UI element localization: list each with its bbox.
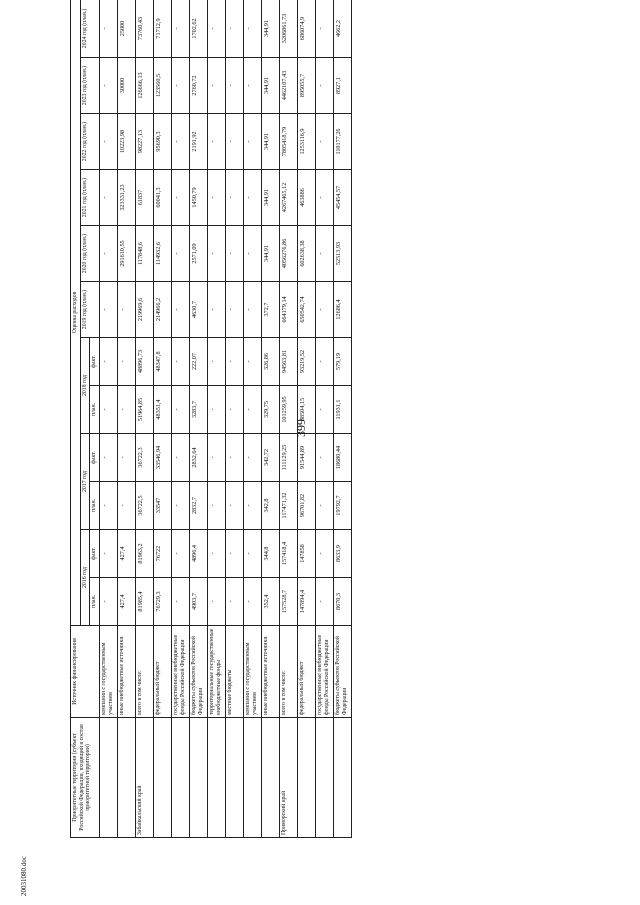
value-cell: - [243,114,261,170]
value-cell: - [207,482,225,530]
value-cell: - [243,530,261,578]
rotated-table-container [70,0,640,838]
value-cell: 111129,25 [279,434,297,482]
value-cell: 157528,7 [279,578,297,626]
value-cell: 93219,52 [297,338,315,386]
value-cell: 7805418,79 [279,114,297,170]
header-2024: 2024 год (план.) [80,0,99,58]
header-2018: 2018 год [80,338,90,434]
value-cell: 94563,81 [279,338,297,386]
header-territory: Приоритетные территории (субъект Российской Федерации, входящий в состав приоритетной территории) [71,718,100,838]
value-cell: 76729,3 [153,578,171,626]
value-cell: 30000 [117,58,135,114]
value-cell: - [315,170,333,226]
table-row [333,0,351,838]
value-cell: 48347,8 [153,338,171,386]
territory-cell [189,718,207,838]
value-cell: 344,91 [261,226,279,282]
value-cell: 19792,7 [333,482,351,530]
value-cell: 3283,7 [189,386,207,434]
value-cell: 88504,15 [297,386,315,434]
value-cell: 45454,57 [333,170,351,226]
value-cell: 650542,74 [297,282,315,338]
value-cell: - [315,434,333,482]
value-cell: 48896,73 [135,338,153,386]
value-cell: 4630,7 [189,282,207,338]
value-cell: - [243,578,261,626]
header-2017-fact: факт. [90,434,100,482]
value-cell: 4896,4 [189,530,207,578]
value-cell: - [315,386,333,434]
value-cell: - [225,0,243,58]
value-cell: - [225,282,243,338]
territory-cell [225,718,243,838]
value-cell: - [315,530,333,578]
value-cell: - [117,386,135,434]
value-cell: - [243,58,261,114]
value-cell: 147858 [297,530,315,578]
value-cell: - [171,0,189,58]
value-cell: 117848,6 [135,226,153,282]
value-cell: 96701,82 [297,482,315,530]
table-row [171,0,189,838]
header-2017: 2017 год [80,434,90,530]
value-cell: 60041,3 [153,170,171,226]
expenditure-table [70,0,352,838]
source-cell: компании с государственным участием [99,626,117,718]
value-cell: - [225,434,243,482]
value-cell: - [171,434,189,482]
value-cell: - [171,482,189,530]
value-cell: 4267465,12 [279,170,297,226]
value-cell: - [117,338,135,386]
source-cell: государственные внебюджетные фонды Российской Федерации [315,626,333,718]
header-2019: 2019 год (план.) [80,282,99,338]
value-cell: - [207,114,225,170]
value-cell: - [207,170,225,226]
value-cell: 98227,13 [135,114,153,170]
value-cell: - [171,338,189,386]
value-cell: - [207,58,225,114]
value-cell: - [99,0,117,58]
value-cell: 344,91 [261,58,279,114]
value-cell: - [171,226,189,282]
value-cell: 352,4 [261,578,279,626]
value-cell: 61837 [135,170,153,226]
source-cell: местные бюджеты [225,626,243,718]
value-cell: - [315,226,333,282]
value-cell: 326,86 [261,338,279,386]
value-cell: 33547 [153,482,171,530]
value-cell: 123560,5 [153,58,171,114]
value-cell: 147894,4 [297,578,315,626]
value-cell: 579,19 [333,338,351,386]
value-cell: - [171,282,189,338]
value-cell: 602638,38 [297,226,315,282]
value-cell: - [225,386,243,434]
table-body [99,0,351,838]
value-cell: 51964,85 [135,386,153,434]
territory-cell [207,718,225,838]
table-row [99,0,117,838]
value-cell: - [315,114,333,170]
value-cell: 8633,9 [333,530,351,578]
source-cell: иные внебюджетные источники [261,626,279,718]
value-cell: 1253116,9 [297,114,315,170]
value-cell: 4462107,43 [279,58,297,114]
value-cell: 686074,9 [297,0,315,58]
value-cell: - [99,58,117,114]
value-cell: 329,75 [261,386,279,434]
header-2016-plan: план. [90,578,100,626]
territory-cell [171,718,189,838]
value-cell: 372,7 [261,282,279,338]
value-cell: - [243,338,261,386]
value-cell: 18680,44 [333,434,351,482]
source-cell: иные внебюджетные источники [117,626,135,718]
value-cell: 8670,3 [333,578,351,626]
value-cell: 1702,62 [189,0,207,58]
value-cell: 76722 [153,530,171,578]
value-cell: - [315,282,333,338]
value-cell: - [207,226,225,282]
value-cell: 8927,1 [333,58,351,114]
header-2021: 2021 год (план.) [80,170,99,226]
value-cell: 895055,7 [297,58,315,114]
value-cell: - [171,386,189,434]
footer-filename: 20031080.doc [20,856,28,896]
value-cell: - [225,530,243,578]
source-cell: территориальные государственные внебюджетные фонды [207,626,225,718]
value-cell: 11931,1 [333,386,351,434]
value-cell: - [99,434,117,482]
value-cell: - [243,386,261,434]
value-cell: - [225,482,243,530]
value-cell: 214966,2 [153,282,171,338]
value-cell: - [99,114,117,170]
source-cell: государственные внебюджетные фонды Российской Федерации [171,626,189,718]
value-cell: 157418,4 [279,530,297,578]
value-cell: 427,4 [117,530,135,578]
value-cell: - [171,58,189,114]
value-cell: - [243,0,261,58]
territory-cell [153,718,171,838]
value-cell: - [99,386,117,434]
source-cell: бюджеты субъектов Российской Федерации [189,626,207,718]
value-cell: 4662,2 [333,0,351,58]
table-row [261,0,279,838]
value-cell: - [225,170,243,226]
value-cell: 344,91 [261,170,279,226]
header-2016-fact: факт. [90,530,100,578]
value-cell: 95690,3 [153,114,171,170]
value-cell: 117471,32 [279,482,297,530]
value-cell: - [315,338,333,386]
value-cell: 81985,4 [135,578,153,626]
value-cell: 2832,7 [189,482,207,530]
value-cell: 91544,89 [297,434,315,482]
value-cell: 291610,55 [117,226,135,282]
value-cell: 427,4 [117,578,135,626]
source-cell: федеральный бюджет [153,626,171,718]
value-cell: - [207,386,225,434]
value-cell: 4903,7 [189,578,207,626]
header-source: Источник финансирования [71,626,100,718]
value-cell: 222,07 [189,338,207,386]
table-row [207,0,225,838]
value-cell: 344,8 [261,530,279,578]
value-cell: - [117,434,135,482]
territory-cell [261,718,279,838]
table-row [117,0,135,838]
header-2020: 2020 год (план.) [80,226,99,282]
value-cell: 110177,26 [333,114,351,170]
value-cell: 342,72 [261,434,279,482]
value-cell: - [207,0,225,58]
territory-cell [243,718,261,838]
value-cell: - [99,482,117,530]
value-cell: 1450,79 [189,170,207,226]
value-cell: - [243,170,261,226]
header-2017-plan: план. [90,482,100,530]
value-cell: 48351,4 [153,386,171,434]
value-cell: - [99,282,117,338]
value-cell: - [171,530,189,578]
value-cell: - [225,338,243,386]
value-cell: - [315,578,333,626]
value-cell: - [207,282,225,338]
territory-cell [297,718,315,838]
value-cell: 73760,43 [135,0,153,58]
territory-cell [117,718,135,838]
header-2018-plan: план. [90,386,100,434]
header-2023: 2023 год (план.) [80,58,99,114]
table-row [225,0,243,838]
value-cell: - [99,338,117,386]
table-row [297,0,315,838]
value-cell: - [207,578,225,626]
value-cell: - [207,338,225,386]
value-cell: 2760,72 [189,58,207,114]
source-cell: федеральный бюджет [297,626,315,718]
value-cell: 344,91 [261,114,279,170]
value-cell: - [207,530,225,578]
territory-cell: Приморский край [279,718,297,838]
source-cell: бюджеты субъектов Российской Федерации [333,626,351,718]
value-cell: 664179,14 [279,282,297,338]
value-cell: - [225,226,243,282]
value-cell: - [99,170,117,226]
header-estimate: Оценка расходов [71,0,81,626]
value-cell: 219969,6 [135,282,153,338]
value-cell: - [117,282,135,338]
value-cell: 2832,64 [189,434,207,482]
value-cell: - [243,282,261,338]
value-cell: - [225,58,243,114]
value-cell: - [171,114,189,170]
page-number: 399 [294,419,308,437]
value-cell: - [315,58,333,114]
territory-cell: Забайкальский край [135,718,153,838]
value-cell: - [315,0,333,58]
value-cell: 25000 [117,0,135,58]
table-row [279,0,297,838]
table-row [315,0,333,838]
source-cell: всего в том числе: [279,626,297,718]
value-cell: - [99,578,117,626]
value-cell: 101259,95 [279,386,297,434]
value-cell: - [207,434,225,482]
territory-cell [315,718,333,838]
value-cell: 2191,92 [189,114,207,170]
table-row [135,0,153,838]
value-cell: 342,8 [261,482,279,530]
value-cell: 2571,09 [189,226,207,282]
value-cell: 36722,3 [135,434,153,482]
value-cell: 323331,23 [117,170,135,226]
value-cell: 3206861,73 [279,0,297,58]
value-cell: - [171,578,189,626]
value-cell: - [99,530,117,578]
header-2018-fact: факт. [90,338,100,386]
value-cell: 52513,93 [333,226,351,282]
value-cell: 36722,5 [135,482,153,530]
value-cell: 344,91 [261,0,279,58]
source-cell: компании с государственным участием [243,626,261,718]
territory-cell [99,718,117,838]
value-cell: - [117,482,135,530]
value-cell: 114932,6 [153,226,171,282]
value-cell: 463886 [297,170,315,226]
value-cell: - [243,434,261,482]
territory-cell [333,718,351,838]
value-cell: 33546,94 [153,434,171,482]
value-cell: - [315,482,333,530]
value-cell: - [99,226,117,282]
value-cell: - [225,114,243,170]
value-cell: - [243,482,261,530]
source-cell: всего в том числе: [135,626,153,718]
value-cell: 71712,9 [153,0,171,58]
value-cell: 12686,4 [333,282,351,338]
header-2016: 2016 год [80,530,90,626]
table-row [189,0,207,838]
header-2022: 2022 год (план.) [80,114,99,170]
value-cell: - [225,578,243,626]
table-row [153,0,171,838]
value-cell: - [243,226,261,282]
value-cell: - [171,170,189,226]
value-cell: 126666,13 [135,58,153,114]
table-row [243,0,261,838]
value-cell: 4056276,86 [279,226,297,282]
value-cell: 81963,2 [135,530,153,578]
value-cell: 10223,98 [117,114,135,170]
